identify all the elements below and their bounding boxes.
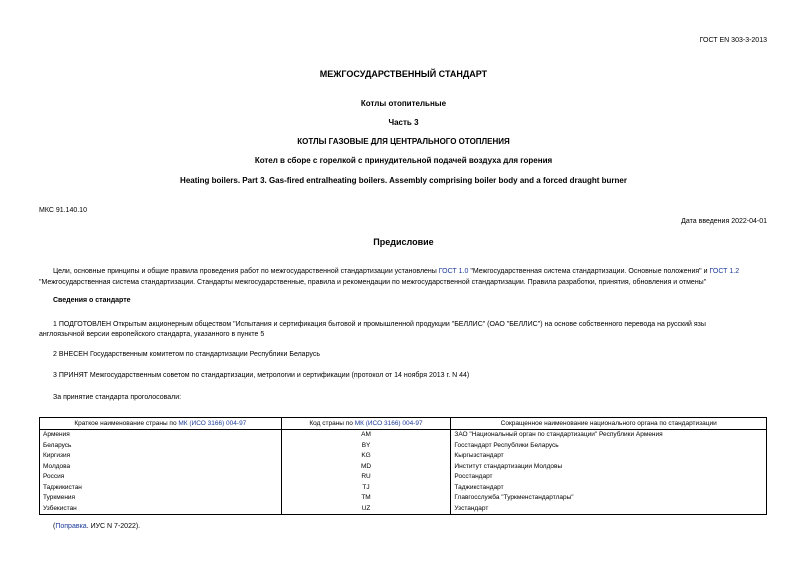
country-cell: Россия xyxy=(40,472,282,483)
country-cell: Киргизия xyxy=(40,451,282,462)
header-text: Код страны по xyxy=(309,419,355,427)
mk-iso-link[interactable]: МК (ИСО 3166) 004-97 xyxy=(354,419,423,427)
country-cell: Беларусь xyxy=(40,441,282,452)
paragraph-text: "Межгосударственная система стандартизации. Основные положения" и xyxy=(468,268,710,275)
country-cell: Таджикистан xyxy=(40,483,282,494)
standard-info-heading: Сведения о стандарте xyxy=(53,297,131,304)
title-english: Heating boilers. Part 3. Gas-fired entralheating boilers. Assembly comprising boiler body and a forced draught burner xyxy=(180,176,627,185)
table-row xyxy=(40,462,767,473)
title-assembly: Котел в сборе с горелкой с принудительной подачей воздуха для горения xyxy=(254,156,553,165)
foreword-paragraph-line1 xyxy=(53,267,739,277)
foreword-heading: Предисловие xyxy=(373,237,434,247)
item-3: 3 ПРИНЯТ Межгосударственным советом по стандартизации, метрологии и сертификации (протокол от 14 ноября 2013 г. N 44) xyxy=(53,372,470,379)
mk-iso-link[interactable]: МК (ИСО 3166) 004-97 xyxy=(178,419,247,427)
table-row xyxy=(40,504,767,515)
document-code: ГОСТ EN 303-3-2013 xyxy=(699,37,767,44)
national-body-cell: Институт стандартизации Молдовы xyxy=(451,462,767,473)
national-body-cell: Госстандарт Республики Беларусь xyxy=(451,441,767,452)
amendment-link[interactable]: Поправка xyxy=(55,523,87,530)
code-cell: UZ xyxy=(281,504,451,515)
standard-type-heading: МЕЖГОСУДАРСТВЕННЫЙ СТАНДАРТ xyxy=(319,69,488,79)
foreword-paragraph-line2: "Межгосударственная система стандартизации. Стандарты межгосударственные, правила и рекомендации по межгосударственной стандартизации. Правила разработки, принятия, обновления и отмены" xyxy=(39,279,707,286)
amendment-note xyxy=(53,523,140,530)
country-cell: Узбекистан xyxy=(40,504,282,515)
paragraph-text: Цели, основные принципы и общие правила проведения работ по межгосударственной стандартизации установлены xyxy=(53,268,439,275)
title-heating-boilers: Котлы отопительные xyxy=(360,99,447,108)
amendment-text: ( xyxy=(53,523,56,530)
part-number: Часть 3 xyxy=(388,118,419,127)
national-body-cell: Таджикстандарт xyxy=(451,483,767,494)
country-cell: Туркмения xyxy=(40,493,282,504)
country-cell: Армения xyxy=(40,430,282,441)
mks-code: МКС 91.140.10 xyxy=(39,207,87,214)
item-1-line1: 1 ПОДГОТОВЛЕН Открытым акционерным обществом "Испытания и сертификация бытовой и промышленной продукции "БЕЛЛИС" (ОАО "БЕЛЛИС") на основе собственного перевода на русский язы xyxy=(53,321,706,328)
code-cell: TJ xyxy=(281,483,451,494)
table-row xyxy=(40,472,767,483)
country-cell: Молдова xyxy=(40,462,282,473)
national-body-cell: Узстандарт xyxy=(451,504,767,515)
header-text: Краткое наименование страны по xyxy=(74,419,179,427)
item-2: 2 ВНЕСЕН Государственным комитетом по стандартизации Республики Беларусь xyxy=(53,351,320,358)
code-cell: MD xyxy=(281,462,451,473)
countries-table xyxy=(39,417,767,515)
national-body-cell: Кыргызстандарт xyxy=(451,451,767,462)
national-body-cell: Росстандарт xyxy=(451,472,767,483)
table-row xyxy=(40,483,767,494)
table-row xyxy=(40,441,767,452)
gost-1-2-link[interactable]: ГОСТ 1.2 xyxy=(709,268,740,275)
table-row xyxy=(40,451,767,462)
table-row xyxy=(40,430,767,441)
code-cell: BY xyxy=(281,441,451,452)
header-country-code xyxy=(281,418,451,430)
national-body-cell: Главгосслужба "Туркменстандартлары" xyxy=(451,493,767,504)
header-country-name xyxy=(40,418,282,430)
table-header-row xyxy=(40,418,767,430)
amendment-text: . ИУС N 7-2022). xyxy=(86,523,141,530)
gost-1-0-link[interactable]: ГОСТ 1.0 xyxy=(438,268,469,275)
header-national-body: Сокращенное наименование национального органа по стандартизации xyxy=(451,418,767,430)
introduction-date: Дата введения 2022-04-01 xyxy=(681,218,767,225)
title-gas-boilers: КОТЛЫ ГАЗОВЫЕ ДЛЯ ЦЕНТРАЛЬНОГО ОТОПЛЕНИЯ xyxy=(297,137,510,146)
code-cell: RU xyxy=(281,472,451,483)
code-cell: TM xyxy=(281,493,451,504)
national-body-cell: ЗАО "Национальный орган по стандартизации" Республики Армения xyxy=(451,430,767,441)
item-1-line2: англоязычной версии европейского стандарта, указанного в пункте 5 xyxy=(39,331,265,338)
voted-label: За принятие стандарта проголосовали: xyxy=(53,394,182,401)
code-cell: KG xyxy=(281,451,451,462)
table-row xyxy=(40,493,767,504)
code-cell: AM xyxy=(281,430,451,441)
